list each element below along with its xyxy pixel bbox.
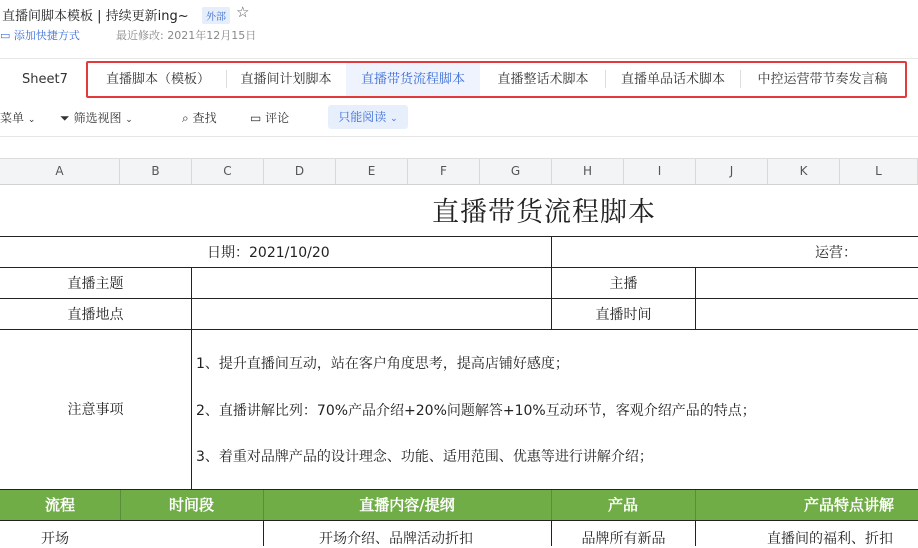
- find-button[interactable]: [182, 109, 217, 126]
- table-row-cell[interactable]: 开场介绍、品牌活动折扣: [319, 531, 473, 547]
- column-header[interactable]: K: [768, 159, 840, 184]
- sheet-tab-4[interactable]: 直播整话术脚本: [497, 72, 589, 87]
- chevron-down-icon: ⌄: [390, 114, 398, 124]
- header-time-period[interactable]: 时间段: [168, 496, 214, 514]
- filter-view-label: 筛选视图: [73, 111, 122, 125]
- column-header[interactable]: B: [120, 159, 192, 184]
- header-process[interactable]: 流程: [44, 496, 75, 514]
- sheet-tab-sheet7[interactable]: Sheet7: [22, 72, 68, 87]
- chevron-down-icon: ⌄: [27, 115, 36, 125]
- table-row-cell[interactable]: 直播间的福利、折扣: [767, 531, 893, 547]
- host-label-cell[interactable]: 主播: [609, 276, 638, 292]
- date-cell[interactable]: 日期：2021/10/20: [207, 245, 330, 261]
- comment-button[interactable]: [250, 109, 289, 126]
- table-row-cell[interactable]: 开场: [41, 531, 69, 547]
- time-label-cell[interactable]: 直播时间: [595, 307, 652, 323]
- formula-bar[interactable]: [0, 136, 918, 159]
- document-title: 直播间脚本模板 | 持续更新ing~: [2, 9, 189, 24]
- find-label: 查找: [192, 111, 217, 125]
- search-icon: ⌕: [182, 111, 189, 125]
- chevron-down-icon: ⌄: [125, 115, 133, 125]
- readonly-label: 只能阅读: [338, 110, 387, 124]
- column-header[interactable]: J: [696, 159, 768, 184]
- filter-icon: ⏷: [60, 111, 70, 125]
- comment-icon: ▭: [250, 111, 262, 125]
- column-header[interactable]: I: [624, 159, 696, 184]
- column-header[interactable]: A: [0, 159, 120, 184]
- readonly-mode-button[interactable]: [328, 105, 408, 129]
- add-shortcut-label: 添加快捷方式: [13, 29, 80, 42]
- star-icon[interactable]: ☆: [236, 3, 250, 21]
- column-header[interactable]: L: [840, 159, 918, 184]
- note-line: 2、直播讲解比列：70%产品介绍+20%问题解答+10%互动环节，客观介绍产品的特点；: [196, 403, 756, 419]
- note-line: 3、着重对品牌产品的设计理念、功能、适用范围、优惠等进行讲解介绍；: [196, 449, 653, 465]
- last-modified: 最近修改: 2021年12月15日: [116, 29, 257, 42]
- sheet-tab-5[interactable]: 直播单品话术脚本: [620, 72, 725, 87]
- sheet-tab-1[interactable]: 直播脚本（模板）: [105, 72, 210, 87]
- header-product-features[interactable]: [695, 490, 918, 520]
- header-content-outline[interactable]: 直播内容/提纲: [359, 496, 455, 514]
- table-row-cell[interactable]: 品牌所有新品: [581, 531, 666, 547]
- filter-view-button[interactable]: [60, 109, 133, 126]
- column-header-row: [0, 158, 918, 185]
- column-header[interactable]: C: [192, 159, 264, 184]
- add-shortcut-link[interactable]: [0, 27, 80, 43]
- header-product[interactable]: 产品: [607, 496, 638, 514]
- place-label-cell[interactable]: 直播地点: [67, 307, 124, 323]
- tabs-highlight-frame: [86, 61, 907, 98]
- sheet-tab-6[interactable]: 中控运营带节奏发言稿: [757, 72, 888, 87]
- topic-label-cell[interactable]: 直播主题: [67, 276, 124, 292]
- sheet-title: 直播带货流程脚本: [432, 197, 656, 228]
- notes-label-cell[interactable]: 注意事项: [67, 402, 124, 418]
- column-header[interactable]: G: [480, 159, 552, 184]
- comment-label: 评论: [265, 111, 290, 125]
- external-badge: 外部: [202, 7, 230, 24]
- column-header[interactable]: H: [552, 159, 624, 184]
- sheet-tab-2[interactable]: 直播间计划脚本: [240, 72, 332, 87]
- folder-icon: ▭: [0, 29, 11, 42]
- menu-button[interactable]: [0, 109, 35, 126]
- sheet-tab-3-active[interactable]: 直播带货流程脚本: [346, 63, 480, 96]
- column-header[interactable]: D: [264, 159, 336, 184]
- column-header[interactable]: E: [336, 159, 408, 184]
- menu-label: 菜单: [0, 111, 25, 125]
- header-product-features-label: 产品特点讲解: [803, 496, 894, 514]
- column-header[interactable]: F: [408, 159, 480, 184]
- operator-cell[interactable]: 运营：: [815, 245, 857, 261]
- note-line: 1、提升直播间互动，站在客户角度思考，提高店铺好感度；: [196, 356, 569, 372]
